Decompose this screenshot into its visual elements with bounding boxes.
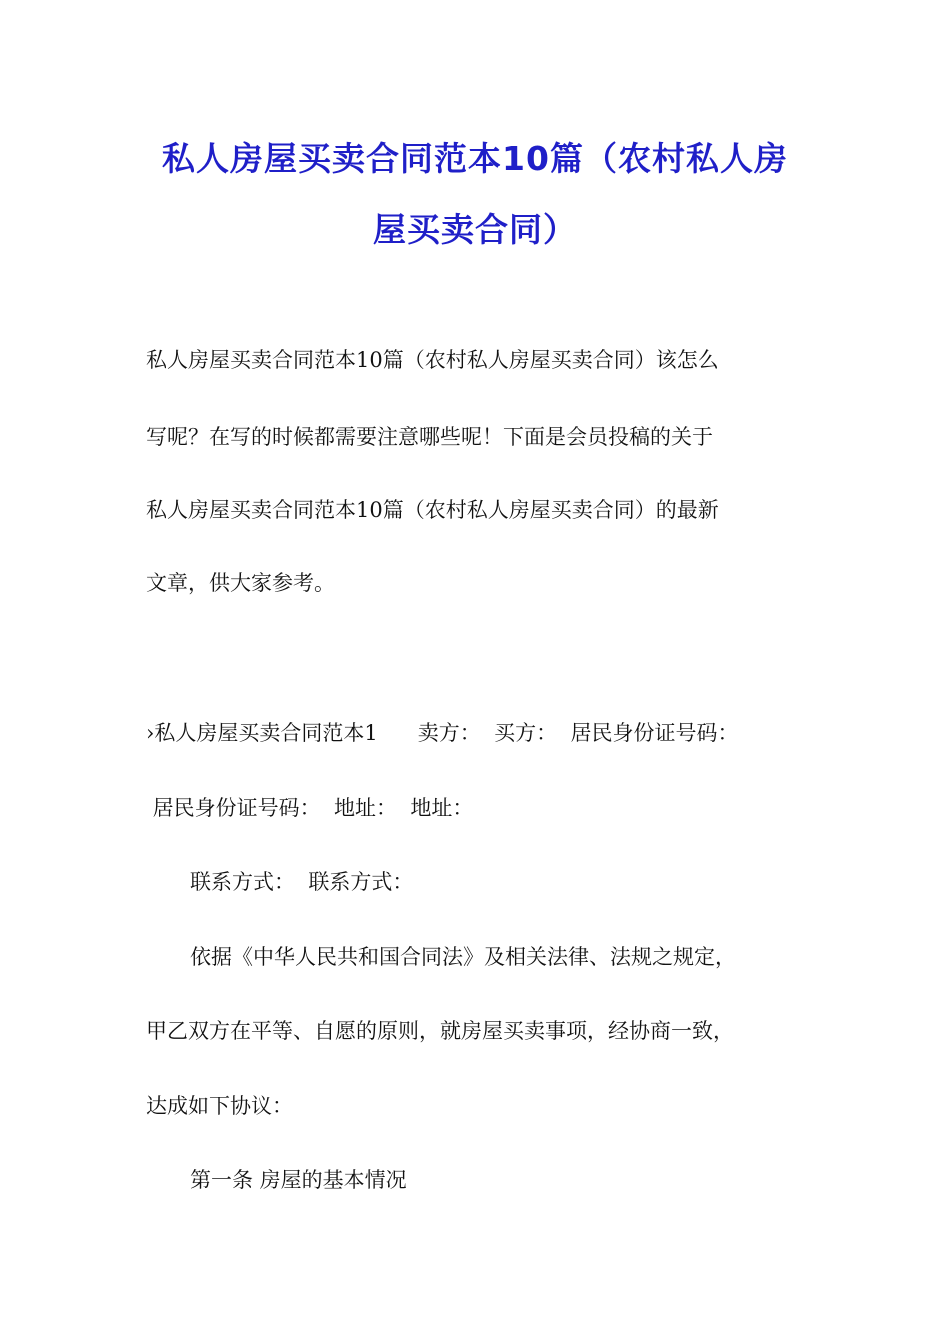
legal-basis-line-1: 依据《中华人民共和国合同法》及相关法律、法规之规定， — [190, 945, 736, 969]
legal-basis-line-3: 达成如下协议： — [146, 1094, 293, 1118]
legal-basis-line-2: 甲乙双方在平等、自愿的原则，就房屋买卖事项，经协商一致， — [146, 1019, 734, 1043]
contact-line: 联系方式： 联系方式： — [190, 870, 414, 894]
intro-line-2: 写呢？在写的时候都需要注意哪些呢！下面是会员投稿的关于 — [146, 425, 713, 449]
intro-line-4: 文章，供大家参考。 — [146, 571, 335, 595]
intro-line-3: 私人房屋买卖合同范本10篇（农村私人房屋买卖合同）的最新 — [146, 498, 719, 522]
intro-line-1: 私人房屋买卖合同范本10篇（农村私人房屋买卖合同）该怎么 — [146, 348, 719, 372]
article-1-heading: 第一条 房屋的基本情况 — [190, 1168, 407, 1192]
document-title-line-2: 屋买卖合同） — [373, 210, 577, 249]
document-title-line-1: 私人房屋买卖合同范本10篇（农村私人房 — [162, 139, 788, 178]
contract-heading-line: ›私人房屋买卖合同范本1 卖方： 买方： 居民身份证号码： — [146, 721, 739, 745]
id-address-line: 居民身份证号码： 地址： 地址： — [146, 796, 474, 820]
